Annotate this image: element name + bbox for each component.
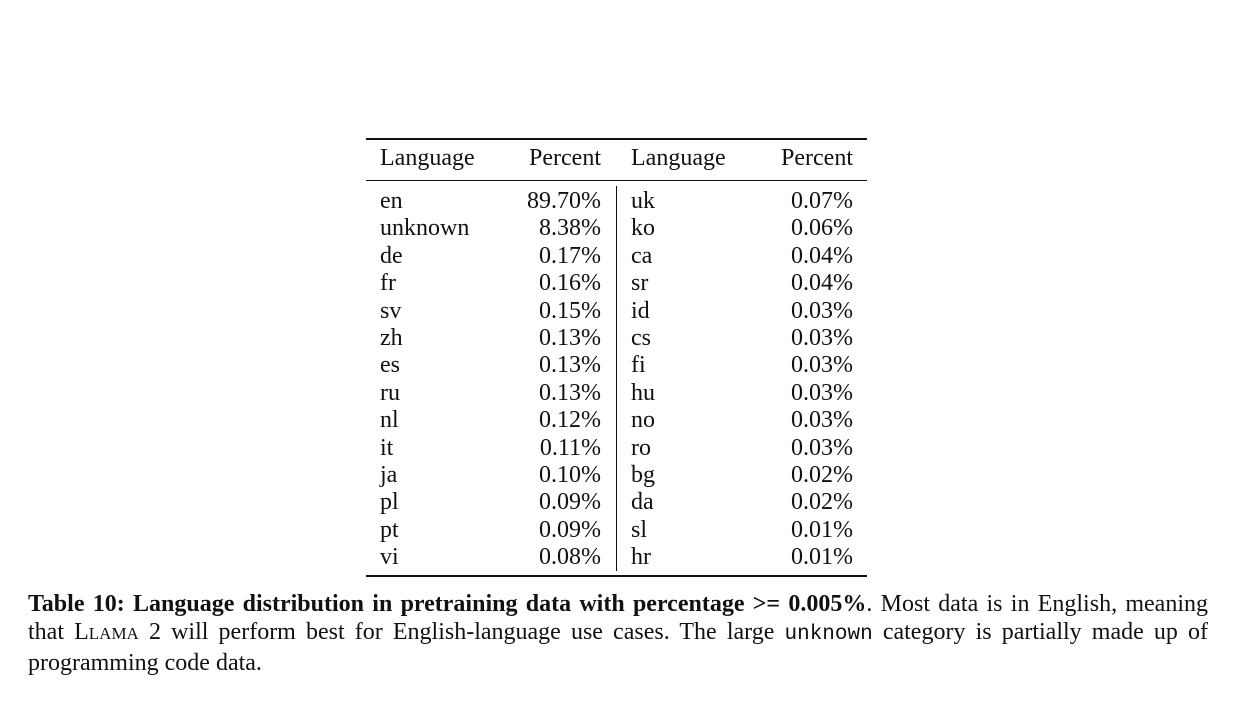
language-cell: ja: [380, 462, 398, 488]
percent-cell: 0.06%: [791, 215, 853, 242]
percent-cell: 0.04%: [791, 270, 853, 297]
table-row: [366, 270, 867, 297]
language-cell: da: [631, 489, 654, 516]
percent-cell: 8.38%: [539, 215, 601, 242]
percent-cell: 0.09%: [539, 516, 601, 543]
language-cell: ko: [631, 215, 655, 242]
language-cell: fi: [631, 352, 646, 379]
language-cell: vi: [380, 544, 399, 571]
table-row: [366, 352, 867, 379]
table-row: [366, 407, 867, 434]
percent-cell: 0.03%: [791, 352, 853, 379]
percent-cell: 0.10%: [539, 462, 601, 488]
table-row: [366, 380, 867, 407]
language-cell: de: [380, 242, 403, 269]
percent-cell: 0.03%: [791, 407, 853, 434]
language-cell: en: [380, 188, 403, 214]
percent-cell: 0.15%: [539, 297, 601, 324]
language-cell: uk: [631, 188, 655, 214]
percent-cell: 0.02%: [791, 462, 853, 488]
table-header-row: [366, 145, 867, 172]
percent-cell: 0.01%: [791, 544, 853, 571]
language-cell: it: [380, 434, 394, 461]
percent-cell: 0.13%: [539, 325, 601, 351]
language-cell: id: [631, 297, 650, 324]
percent-cell: 0.12%: [539, 407, 601, 434]
caption-unknown-code: unknown: [784, 623, 873, 646]
language-cell: ca: [631, 242, 653, 269]
caption-title: Table 10: Language distribution in pretraining data with percentage >= 0.005%: [28, 591, 867, 617]
table-header-rule: [366, 180, 867, 181]
language-cell: sr: [631, 270, 649, 297]
language-cell: sv: [380, 297, 402, 324]
language-cell: hu: [631, 379, 655, 406]
language-cell: bg: [631, 462, 655, 488]
percent-cell: 0.03%: [791, 434, 853, 461]
percent-cell: 0.13%: [539, 352, 601, 379]
percent-cell: 89.70%: [527, 188, 601, 214]
table-row: [366, 462, 867, 489]
caption-llama-name: Llama 2: [74, 619, 161, 645]
table-row: [366, 435, 867, 462]
percent-cell: 0.03%: [791, 325, 853, 351]
percent-cell: 0.02%: [791, 489, 853, 516]
caption-text-1: . Most data is in English, meaning that: [28, 591, 1208, 645]
percent-cell: 0.08%: [539, 544, 601, 571]
language-cell: zh: [380, 325, 403, 351]
percent-cell: 0.01%: [791, 516, 853, 543]
percent-cell: 0.13%: [539, 379, 601, 406]
table-top-rule: [366, 138, 867, 140]
table-row: [366, 188, 867, 215]
table-row: [366, 215, 867, 242]
table-bottom-rule: [366, 575, 867, 577]
caption-text-3: category is partially made up of programming code data.: [28, 619, 1209, 676]
header-percent-2: Percent: [781, 145, 853, 171]
header-language-1: Language: [380, 145, 475, 171]
table-row: [366, 298, 867, 325]
table-caption: [28, 590, 1208, 677]
language-cell: ru: [380, 379, 400, 406]
header-percent-1: Percent: [529, 145, 601, 171]
table-row: [366, 489, 867, 516]
language-cell: hr: [631, 544, 651, 571]
table-row: [366, 544, 867, 571]
percent-cell: 0.17%: [539, 242, 601, 269]
table-row: [366, 517, 867, 544]
percent-cell: 0.11%: [539, 434, 601, 461]
language-cell: cs: [631, 325, 651, 351]
language-cell: es: [380, 352, 400, 379]
language-cell: nl: [380, 407, 399, 434]
header-language-2: Language: [631, 145, 726, 171]
table-row: [366, 243, 867, 270]
language-cell: fr: [380, 270, 396, 297]
percent-cell: 0.03%: [791, 379, 853, 406]
language-cell: pl: [380, 489, 399, 516]
percent-cell: 0.16%: [539, 270, 601, 297]
table-row: [366, 325, 867, 352]
percent-cell: 0.09%: [539, 489, 601, 516]
caption-text-2: will perform best for English-language use cases. The large: [160, 619, 785, 645]
language-cell: sl: [631, 516, 648, 543]
percent-cell: 0.04%: [791, 242, 853, 269]
language-cell: ro: [631, 434, 651, 461]
language-cell: unknown: [380, 215, 470, 242]
language-cell: no: [631, 407, 655, 434]
percent-cell: 0.03%: [791, 297, 853, 324]
language-cell: pt: [380, 516, 399, 543]
percent-cell: 0.07%: [791, 188, 853, 214]
